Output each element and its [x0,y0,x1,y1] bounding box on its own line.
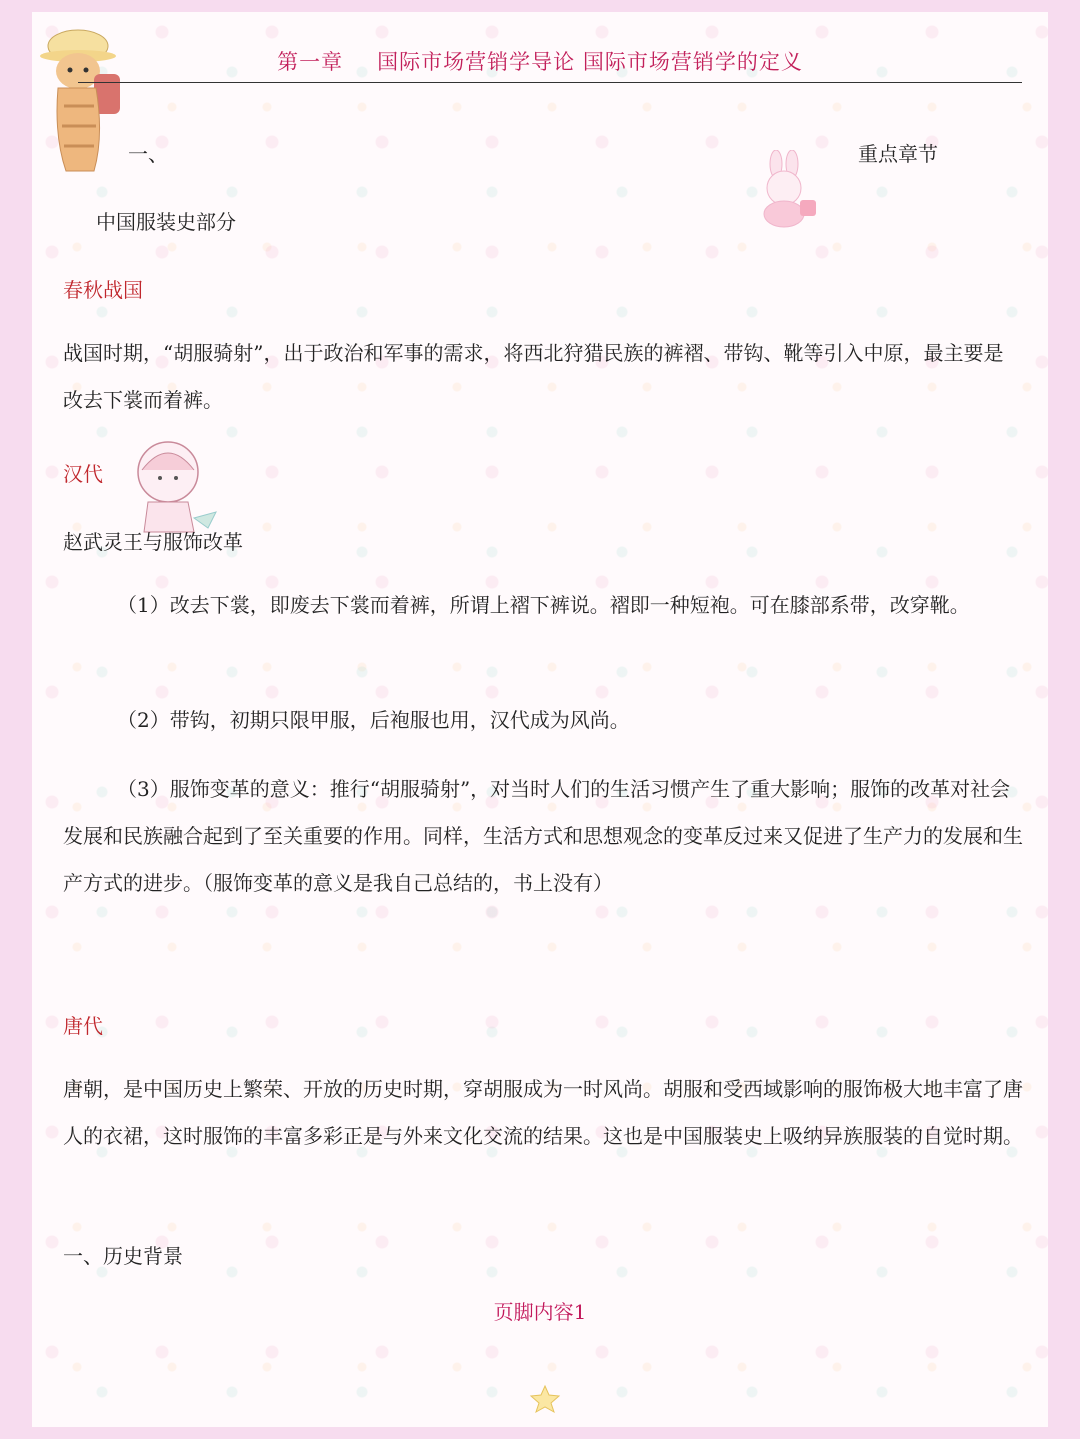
header-rule [78,82,1022,83]
paragraph-spring-autumn: 战国时期，“胡服骑射”，出于政治和军事的需求，将西北狩猎民族的裤褶、带钩、靴等引入中原，最主要是改去下裳而着裤。 [63,341,1004,412]
han-item-1 [63,582,1023,629]
subheading-han: 赵武灵王与服饰改革 [63,530,243,554]
tang-subheading: 一、历史背景 [63,1244,183,1268]
paragraph-tang: 唐朝，是中国历史上繁荣、开放的历史时期，穿胡服成为一时风尚。胡服和受西域影响的服饰极大地丰富了唐人的衣裙，这时服饰的丰富多彩正是与外来文化交流的结果。这也是中国服装史上吸纳异族服装的自觉时期。 [63,1077,1023,1148]
heading-han: 汉代 [63,462,103,486]
heading-spring-autumn: 春秋战国 [63,278,143,302]
subtitle: 中国服装史部分 [96,210,236,234]
han-item-3-text: （3）服饰变革的意义：推行“胡服骑射”，对当时人们的生活习惯产生了重大影响；服饰的改革对社会发展和民族融合起到了至关重要的作用。同样，生活方式和思想观念的变革反过来又促进了生产力的发展和生产方式的进步。（服饰变革的意义是我自己总结的，书上没有） [63,777,1023,895]
han-item-2 [63,697,1023,744]
page-footer: 页脚内容1 [493,1300,587,1324]
heading-tang: 唐代 [63,1014,103,1038]
han-item-1-text: （1）改去下裳，即废去下裳而着裤，所谓上褶下裤说。褶即一种短袍。可在膝部系带，改穿靴。 [117,593,970,617]
han-item-2-text: （2）带钩，初期只限甲服，后袍服也用，汉代成为风尚。 [117,708,630,732]
section-marker: 一、 [128,142,168,166]
document-page [32,12,1048,1427]
header-title: 国际市场营销学导论 国际市场营销学的定义 [377,50,803,74]
star-sticker [528,1384,562,1414]
han-item-3 [63,766,1023,907]
key-chapter-label: 重点章节 [858,142,938,166]
bunny-sticker [748,150,828,230]
page-header [32,46,1048,76]
cat-sticker [36,16,126,186]
header-chapter: 第一章 [277,50,344,74]
